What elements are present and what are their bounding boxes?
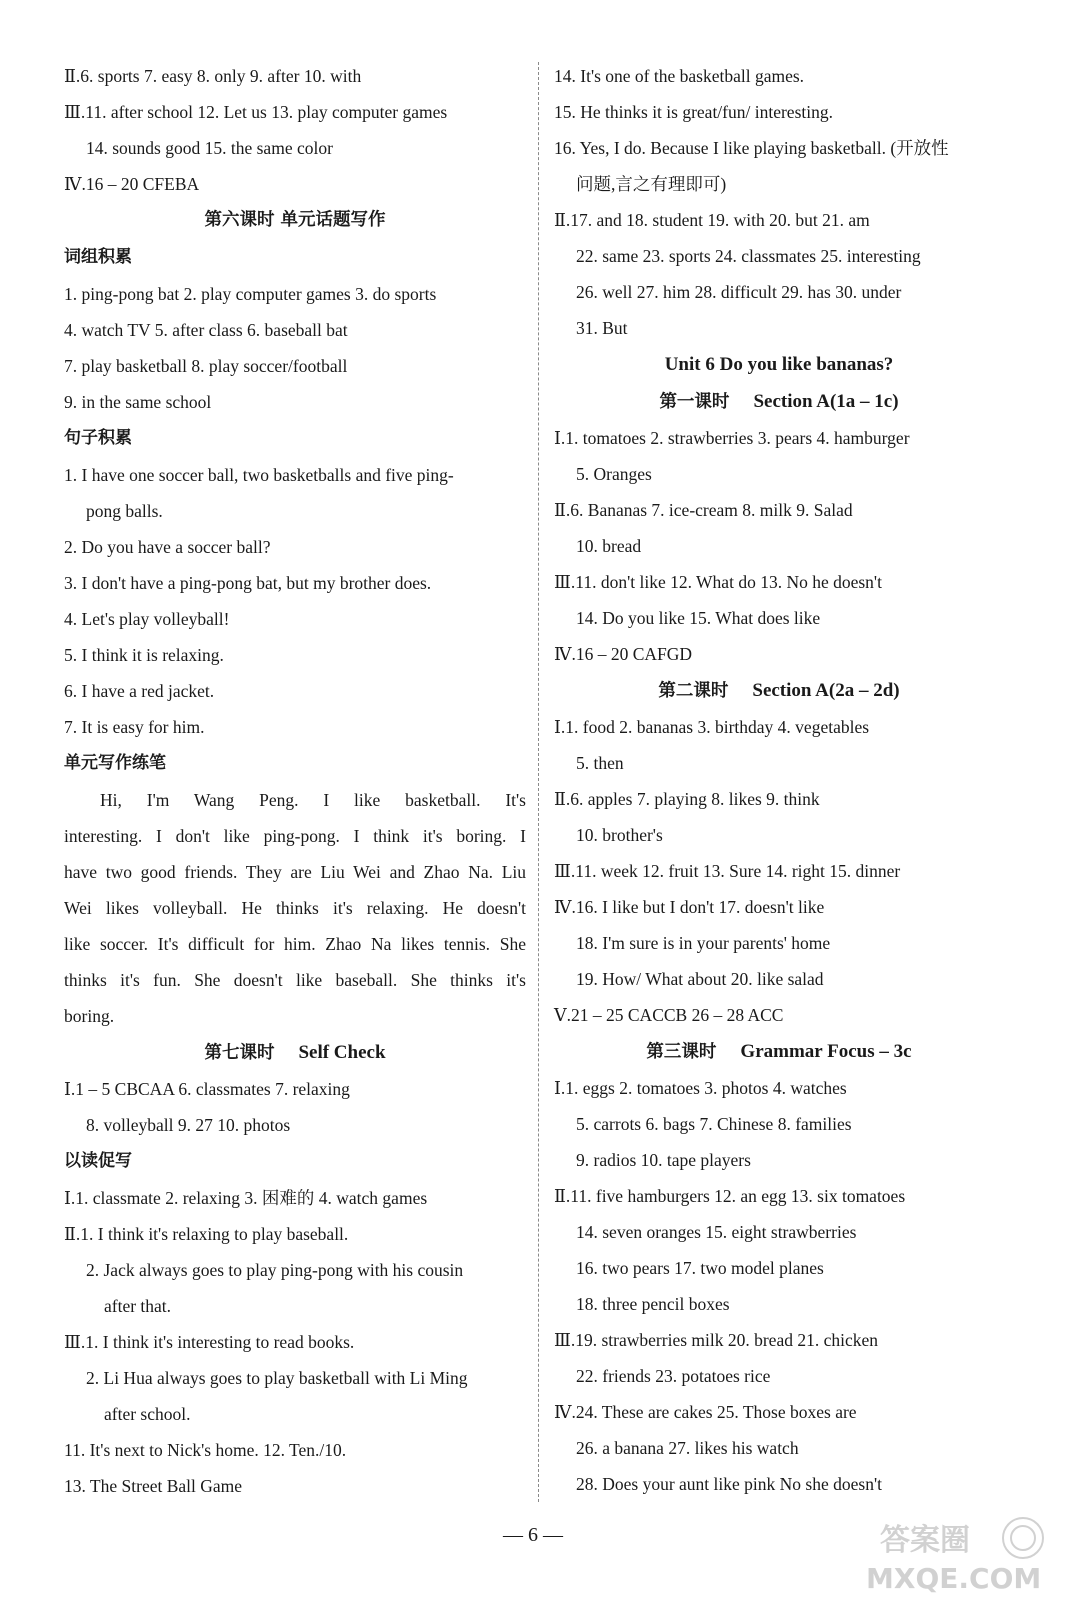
answer-line: 18. three pencil boxes <box>576 1294 730 1314</box>
answer-line: 1. I have one soccer ball, two basketballs and five ping- <box>64 465 454 485</box>
right-column <box>554 58 1004 1502</box>
answer-line: 5. carrots 6. bags 7. Chinese 8. families <box>576 1114 852 1134</box>
section-heading: 句子积累 <box>64 428 132 448</box>
answer-line: 22. same 23. sports 24. classmates 25. interesting <box>576 246 921 266</box>
answer-line: 9. radios 10. tape players <box>576 1150 751 1170</box>
answer-line: 15. He thinks it is great/fun/ interesting. <box>554 102 833 122</box>
lesson-topic: Grammar Focus – 3c <box>740 1041 912 1062</box>
answer-line: 22. friends 23. potatoes rice <box>576 1366 771 1386</box>
answer-line: Ⅳ.16 – 20 CAFGD <box>554 644 693 664</box>
answer-line: pong balls. <box>86 501 163 521</box>
answer-line: 16. two pears 17. two model planes <box>576 1258 824 1278</box>
lesson-topic: Section A(1a – 1c) <box>753 391 899 412</box>
section-title <box>554 383 1004 420</box>
answer-line: 10. bread <box>576 536 642 556</box>
answer-line: 5. then <box>576 753 624 773</box>
answer-line: Ⅰ.1. food 2. bananas 3. birthday 4. vegetables <box>554 717 870 737</box>
answer-line: 3. I don't have a ping-pong bat, but my brother does. <box>64 573 432 593</box>
watermark-logo <box>860 1512 1050 1596</box>
answer-line: after school. <box>104 1404 191 1424</box>
answer-line: Ⅰ.1 – 5 CBCAA 6. classmates 7. relaxing <box>64 1079 350 1099</box>
answer-line: 4. watch TV 5. after class 6. baseball bat <box>64 320 348 340</box>
answer-line: 6. I have a red jacket. <box>64 681 215 701</box>
answer-line: Ⅱ.1. I think it's relaxing to play baseball. <box>64 1224 349 1244</box>
section-title <box>554 346 1004 383</box>
answer-line: after that. <box>104 1296 172 1316</box>
answer-line: 5. I think it is relaxing. <box>64 645 224 665</box>
answer-line: Ⅱ.6. Bananas 7. ice-cream 8. milk 9. Salad <box>554 500 853 520</box>
answer-line: 11. It's next to Nick's home. 12. Ten./10. <box>64 1440 347 1460</box>
answer-line: Ⅳ.16 – 20 CFEBA <box>64 174 200 194</box>
answer-line: 4. Let's play volleyball! <box>64 609 230 629</box>
section-heading: 单元写作练笔 <box>64 753 166 773</box>
answer-line: Ⅱ.6. apples 7. playing 8. likes 9. think <box>554 789 820 809</box>
answer-line: 16. Yes, I do. Because I like playing basketball. (开放性 <box>554 138 949 158</box>
lesson-topic: Self Check <box>298 1042 386 1063</box>
answer-line: 7. play basketball 8. play soccer/football <box>64 356 348 376</box>
answer-line: 5. Oranges <box>576 464 652 484</box>
answer-line: Ⅰ.1. eggs 2. tomatoes 3. photos 4. watches <box>554 1078 847 1098</box>
answer-line: 10. brother's <box>576 825 663 845</box>
lesson-label: 第二课时 <box>658 681 729 701</box>
lesson-label: 第七课时 <box>204 1043 275 1063</box>
answer-line: 8. volleyball 9. 27 10. photos <box>86 1115 291 1135</box>
answer-line: Ⅱ.6. sports 7. easy 8. only 9. after 10. with <box>64 66 362 86</box>
answer-line: 31. But <box>576 318 628 338</box>
essay-line: thinks it's fun. She doesn't like baseball. She thinks it's <box>64 970 526 990</box>
essay-line: boring. <box>64 1006 115 1026</box>
essay-line: Wei likes volleyball. He thinks it's relaxing. He doesn't <box>64 898 526 918</box>
section-title: 第六课时 单元话题写作 <box>204 210 386 230</box>
essay-line: like soccer. It's difficult for him. Zhao Na likes tennis. She <box>64 934 526 954</box>
section-title <box>64 1034 526 1071</box>
answer-line: Ⅲ.1. I think it's interesting to read books. <box>64 1332 355 1352</box>
answer-line: 28. Does your aunt like pink No she doesn't <box>576 1474 882 1494</box>
answer-line: 1. ping-pong bat 2. play computer games 3. do sports <box>64 284 437 304</box>
lesson-topic: Section A(2a – 2d) <box>752 680 900 701</box>
left-column <box>64 58 526 1504</box>
watermark-text: MXQE.COM <box>866 1562 1042 1595</box>
answer-line: 18. I'm sure is in your parents' home <box>576 933 831 953</box>
essay-line: have two good friends. They are Liu Wei and Zhao Na. Liu <box>64 862 526 882</box>
watermark-logo-text: 答案圈 <box>880 1523 970 1558</box>
answer-line: 2. Jack always goes to play ping-pong with his cousin <box>86 1260 464 1280</box>
answer-line: 26. a banana 27. likes his watch <box>576 1438 799 1458</box>
lesson-label: 第一课时 <box>659 392 730 412</box>
answer-line: Ⅲ.11. after school 12. Let us 13. play computer games <box>64 102 448 122</box>
essay-line: Hi, I'm Wang Peng. I like basketball. It's <box>100 790 526 810</box>
answer-line: Ⅱ.11. five hamburgers 12. an egg 13. six tomatoes <box>554 1186 906 1206</box>
page-number: — 6 — <box>503 1524 563 1546</box>
answer-line: 问题,言之有理即可) <box>576 174 727 194</box>
essay-line: interesting. I don't like ping-pong. I think it's boring. I <box>64 826 526 846</box>
answer-line: 14. Do you like 15. What does like <box>576 608 821 628</box>
lesson-label: 第三课时 <box>646 1042 717 1062</box>
answer-line: 14. seven oranges 15. eight strawberries <box>576 1222 857 1242</box>
answer-line: Ⅰ.1. classmate 2. relaxing 3. 困难的 4. watch games <box>64 1188 428 1208</box>
answer-line: Ⅳ.24. These are cakes 25. Those boxes are <box>554 1402 857 1422</box>
answer-line: Ⅲ.11. don't like 12. What do 13. No he doesn't <box>554 572 882 592</box>
column-divider <box>538 62 539 1502</box>
answer-line: Ⅱ.17. and 18. student 19. with 20. but 21. am <box>554 210 870 230</box>
section-title <box>554 672 1004 709</box>
answer-line: 9. in the same school <box>64 392 212 412</box>
answer-line: 26. well 27. him 28. difficult 29. has 30. under <box>576 282 902 302</box>
section-heading: 以读促写 <box>64 1151 132 1171</box>
answer-line: Ⅳ.16. I like but I don't 17. doesn't like <box>554 897 825 917</box>
answer-line: 7. It is easy for him. <box>64 717 205 737</box>
answer-line: Ⅴ.21 – 25 CACCB 26 – 28 ACC <box>554 1005 784 1025</box>
answer-line: 19. How/ What about 20. like salad <box>576 969 824 989</box>
answer-line: 2. Do you have a soccer ball? <box>64 537 271 557</box>
unit-title: Unit 6 Do you like bananas? <box>664 354 894 375</box>
answer-line: 13. The Street Ball Game <box>64 1476 243 1496</box>
answer-line: Ⅲ.11. week 12. fruit 13. Sure 14. right 15. dinner <box>554 861 901 881</box>
answer-line: 14. sounds good 15. the same color <box>86 138 333 158</box>
answer-line: 14. It's one of the basketball games. <box>554 66 805 86</box>
answer-line: 2. Li Hua always goes to play basketball with Li Ming <box>86 1368 468 1388</box>
answer-line: Ⅰ.1. tomatoes 2. strawberries 3. pears 4. hamburger <box>554 428 910 448</box>
section-heading: 词组积累 <box>64 247 132 267</box>
answer-line: Ⅲ.19. strawberries milk 20. bread 21. chicken <box>554 1330 879 1350</box>
section-title <box>554 1033 1004 1070</box>
